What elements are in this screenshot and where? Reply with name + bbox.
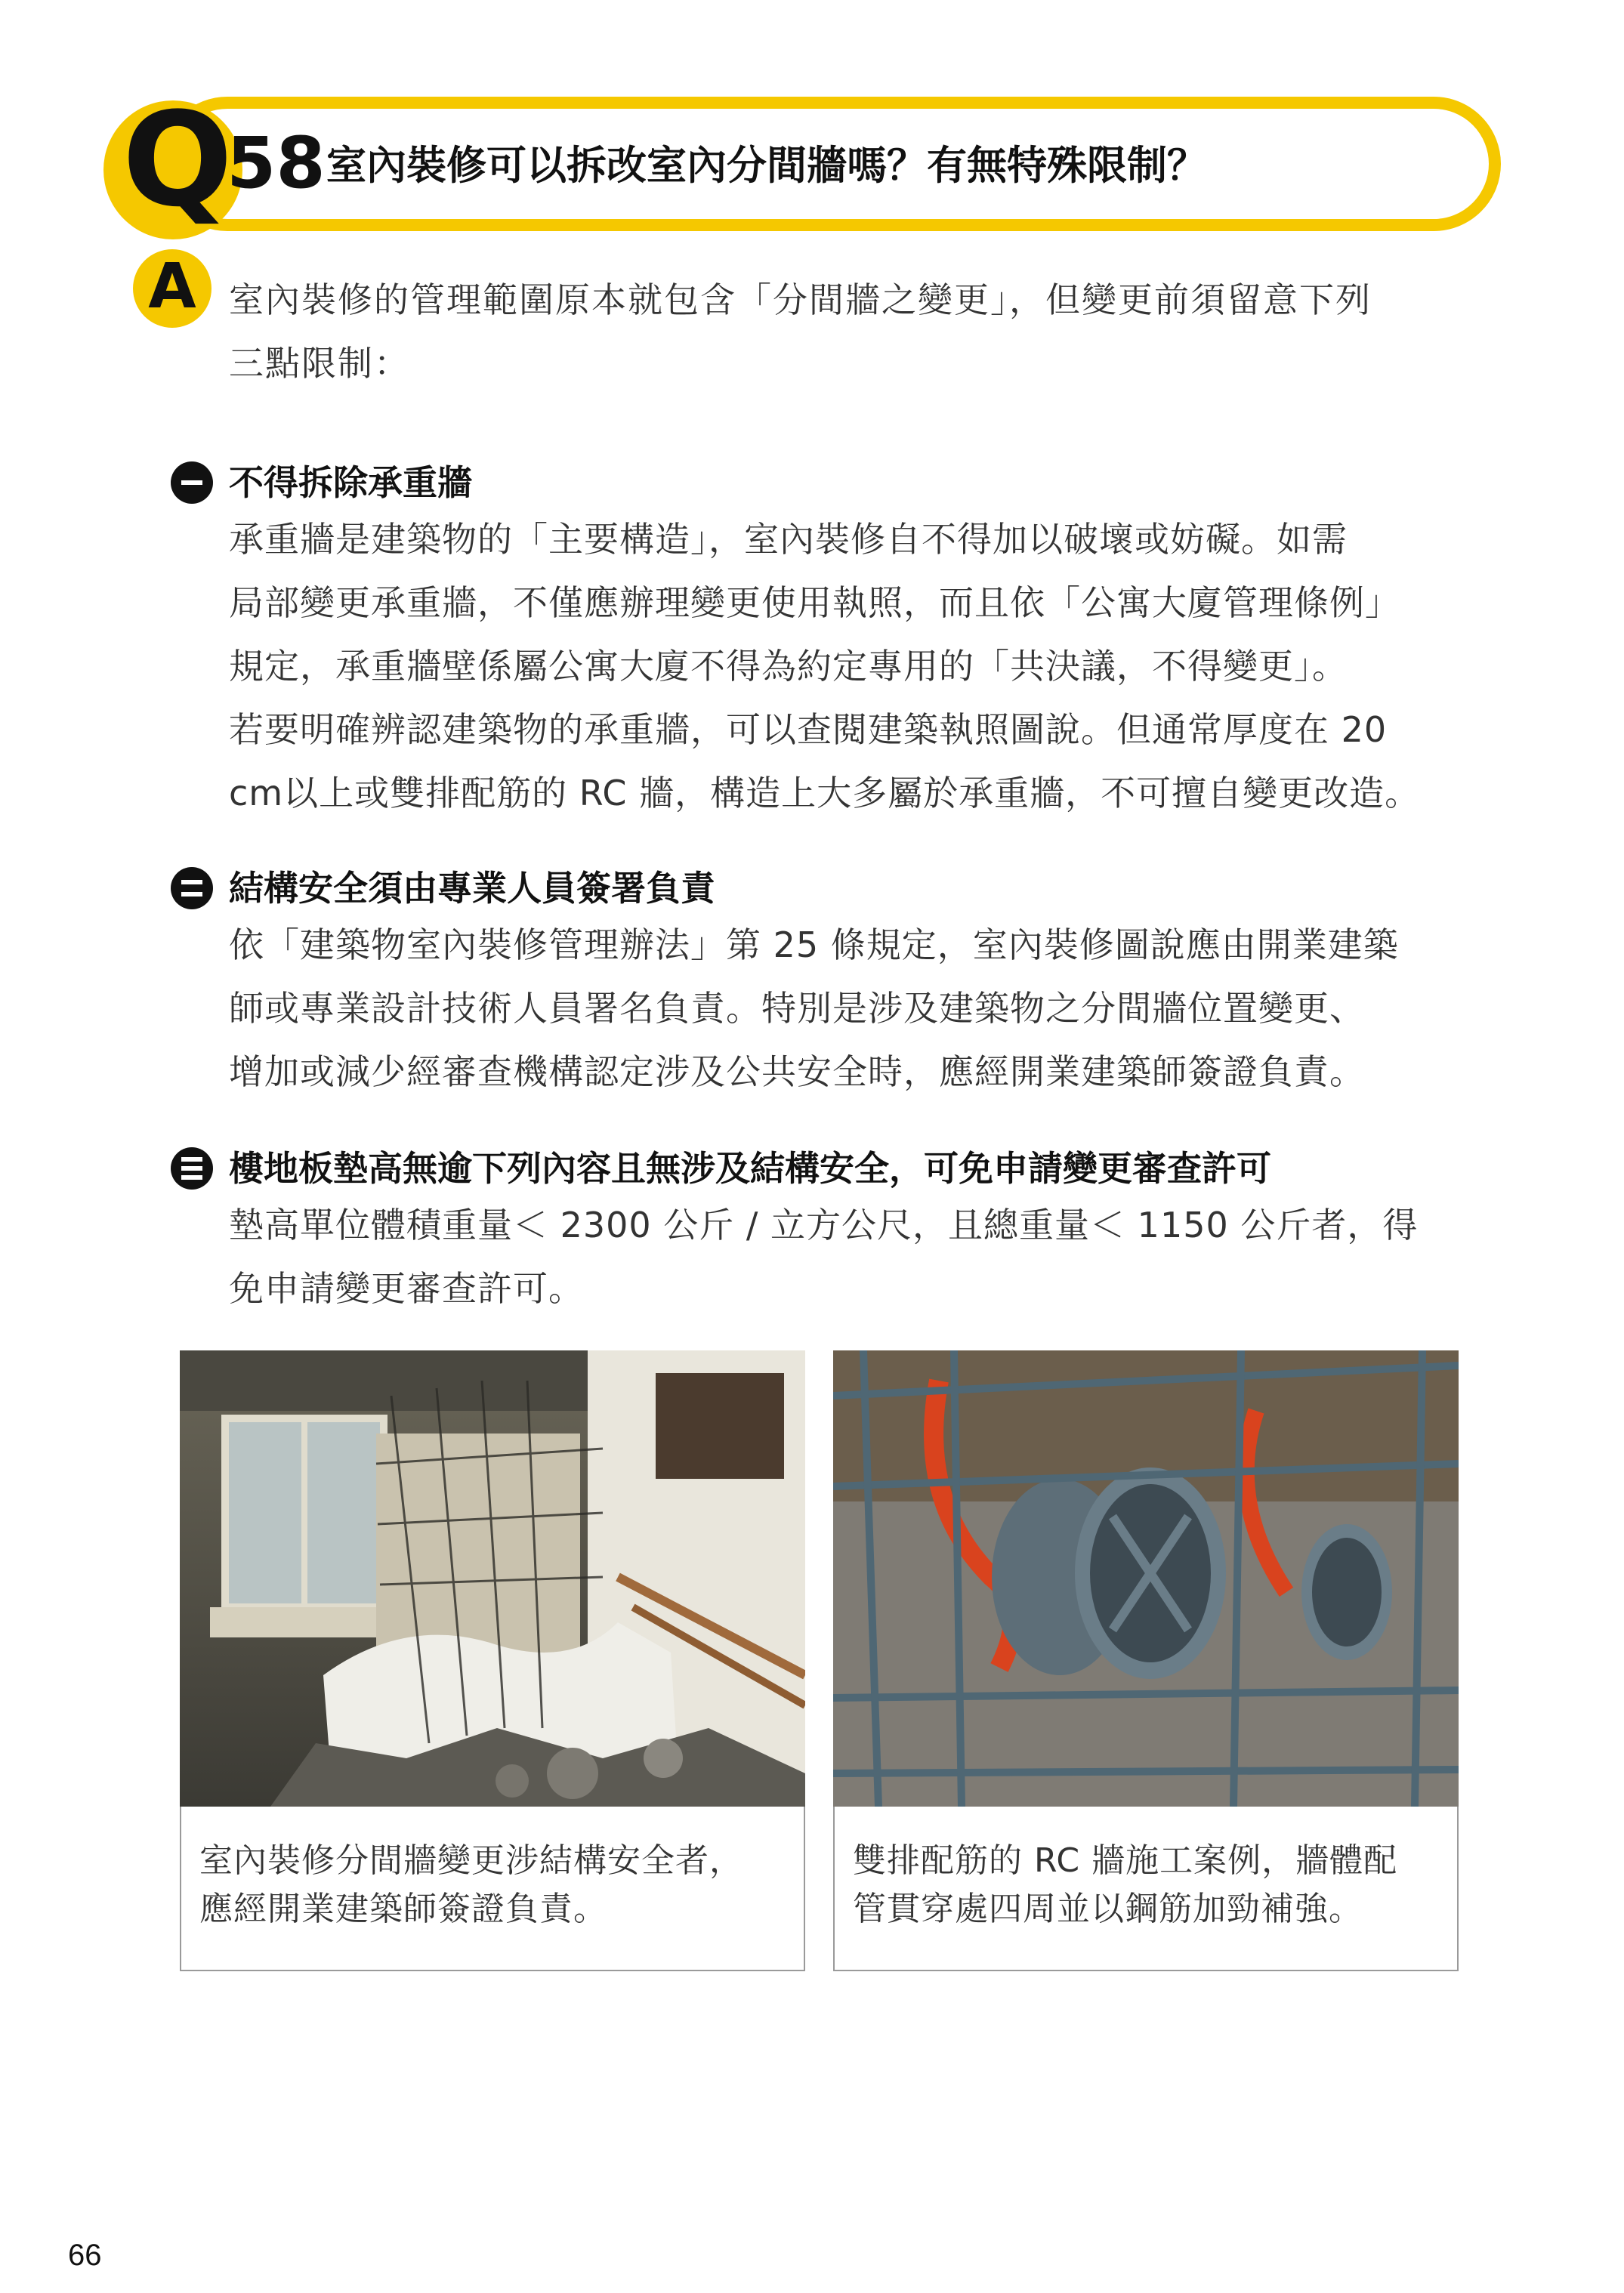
section-title: 結構安全須由專業人員簽署負責 [229,868,715,909]
section-line: cm以上或雙排配筋的 RC 牆，構造上大多屬於承重牆，不可擅自變更改造。 [229,773,1421,813]
section-line: 承重牆是建築物的「主要構造」，室內裝修自不得加以破壞或妨礙。如需 [229,519,1348,560]
photo-caption-box [180,1807,805,1971]
intro-line: 室內裝修的管理範圍原本就包含「分間牆之變更」，但變更前須留意下列 [229,279,1372,320]
section-line: 增加或減少經審查機構認定涉及公共安全時，應經開業建築師簽證負責。 [229,1051,1365,1092]
section-line: 免申請變更審查許可。 [229,1268,584,1309]
intro-line: 三點限制： [229,343,410,384]
section-body [229,508,1505,825]
answer-letter: A [148,251,196,323]
number-one-icon [171,461,213,504]
section-line: 師或專業設計技術人員署名負責。特別是涉及建築物之分間牆位置變更、 [229,988,1365,1029]
section-body [229,1193,1505,1320]
question-letter: Q [122,84,233,236]
section-line: 依「建築物室內裝修管理辦法」第 25 條規定，室內裝修圖說應由開業建築 [229,924,1399,965]
section-title: 不得拆除承重牆 [229,462,472,503]
answer-intro [229,268,1505,395]
photo-caption [199,1837,796,1933]
caption-line: 應經開業建築師簽證負責。 [199,1890,607,1928]
section-title: 樓地板墊高無逾下列內容且無涉及結構安全，可免申請變更審查許可 [229,1148,1271,1189]
section-line: 規定，承重牆壁係屬公寓大廈不得為約定專用的「共決議，不得變更」。 [229,646,1348,687]
question-title: 室內裝修可以拆改室內分間牆嗎？有無特殊限制？ [326,143,1207,189]
number-three-icon [171,1147,213,1190]
caption-line: 雙排配筋的 RC 牆施工案例，牆體配 [853,1841,1398,1880]
section-line: 墊高單位體積重量＜ 2300 公斤 / 立方公尺，且總重量＜ 1150 公斤者，得 [229,1205,1419,1245]
number-two-icon [171,867,213,909]
section-line: 局部變更承重牆，不僅應辦理變更使用執照，而且依「公寓大廈管理條例」 [229,582,1400,623]
photo-caption-box [833,1807,1459,1971]
caption-line: 室內裝修分間牆變更涉結構安全者， [199,1841,743,1880]
rc-wall-rebar-photo [833,1350,1459,1807]
caption-line: 管貫穿處四周並以鋼筋加勁補強。 [853,1890,1363,1928]
page-number: 66 [68,2239,102,2272]
section-line: 若要明確辨認建築物的承重牆，可以查閱建築執照圖說。但通常厚度在 20 [229,709,1388,750]
question-number: 58 [227,122,326,205]
demolished-wall-photo [180,1350,805,1807]
photo-caption [853,1837,1450,1933]
section-body [229,913,1505,1103]
